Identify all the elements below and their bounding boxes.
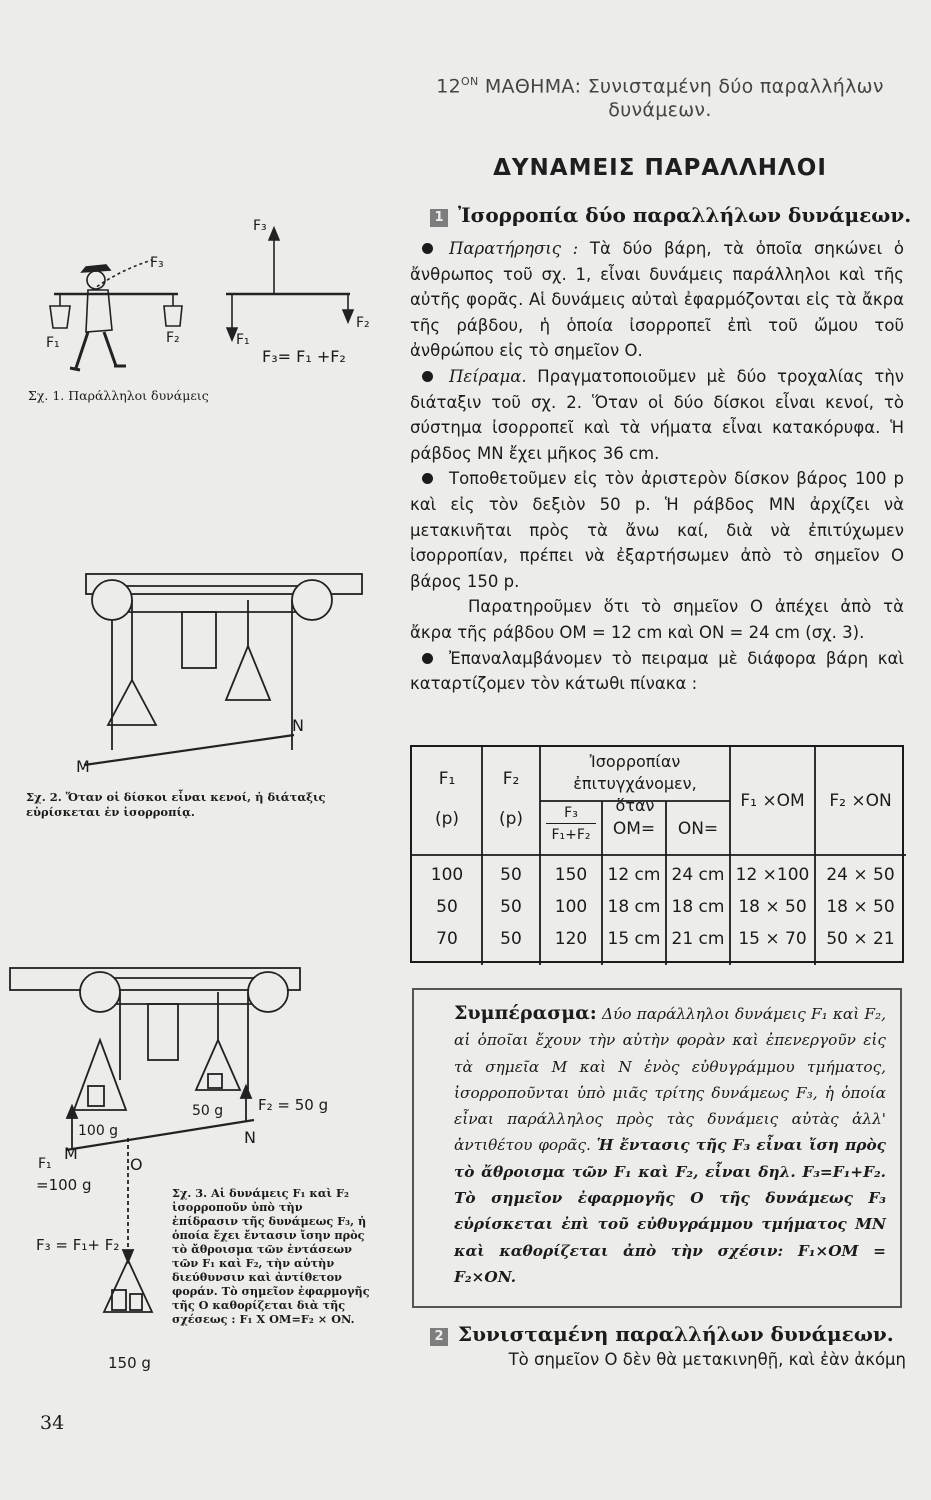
bullet-icon	[422, 371, 433, 382]
figure-2-caption: Σχ. 2. Ὅταν οἱ δίσκοι εἶναι κενοί, ἡ διάταξις εὑρίσκεται ἐν ἰσορροπίᾳ.	[26, 790, 326, 819]
cell-on: 18 cm	[671, 897, 725, 917]
left-pan	[74, 1040, 126, 1110]
figure-1-caption: Σχ. 1. Παράλληλοι δυνάμεις	[28, 388, 209, 403]
page-number: 34	[40, 1412, 65, 1434]
conclusion-text: Δύο παράλληλοι δυνάμεις F₁ καὶ F₂, αἱ ὁποῖαι ἔχουν τὴν αὐτὴν φορὰν καὶ ἐπενεργοῦν εἰς τὰ σημεῖα Μ καὶ Ν ἑνὸς εὐθυγράμμου τμήματος, ἰσορροποῦνται ὑπὸ μιᾶς τρίτης δυνάμεως F₃, ἡ ὁποία εἶναι παράλληλος πρὸς τὰς δυνάμεις αὐτὰς ἀλλ' ἀντιθέτου φορᾶς.	[454, 1005, 886, 1155]
weight-100g	[88, 1086, 104, 1106]
fig1-label-f3: F₃	[150, 255, 164, 271]
cell-f2on: 18 × 50	[826, 897, 895, 917]
cell-f1: 70	[436, 929, 458, 949]
f3-dashed-line	[92, 260, 152, 290]
fig3-label-f2: F₂ = 50 g	[258, 1096, 329, 1114]
weight-50g	[208, 1074, 222, 1088]
left-pulley	[92, 580, 132, 620]
cell-om: 15 cm	[607, 929, 661, 949]
fig3-label-f1-value: =100 g	[36, 1176, 92, 1194]
person-body	[86, 290, 112, 332]
section-2-title: Συνισταμένη παραλλήλων δυνάμεων.	[458, 1322, 894, 1346]
fig3-label-n: N	[244, 1128, 256, 1147]
body-text	[410, 236, 904, 697]
section-1-heading	[430, 203, 920, 227]
section-2-text: Τὸ σημεῖον Ο δὲν θὰ μετακινηθῇ, καὶ ἐὰν ἀκόμη	[508, 1350, 906, 1369]
bullet-icon	[422, 473, 433, 484]
cell-f1om: 12 ×100	[735, 865, 810, 885]
figure-2-drawing	[70, 560, 370, 780]
counterweight	[182, 612, 216, 668]
right-pulley	[248, 972, 288, 1012]
header-f3-sum: F₁+F₂	[551, 827, 591, 843]
fig1-label-f1: F₁	[46, 335, 60, 351]
header-om: OM=	[612, 819, 656, 839]
paragraph-distances: Παρατηροῦμεν ὅτι τὸ σημεῖον Ο ἀπέχει ἀπὸ τὰ ἄκρα τῆς ράβδου ΟΜ = 12 cm καὶ ΟΝ = 24 cm (σχ. 3).	[410, 597, 904, 642]
cell-on: 24 cm	[671, 865, 725, 885]
bullet-icon	[422, 653, 433, 664]
cell-f3: 120	[554, 929, 588, 949]
left-bucket	[50, 306, 70, 328]
cell-f2: 50	[500, 929, 522, 949]
cell-f2: 50	[500, 897, 522, 917]
person-hat	[82, 265, 110, 272]
counterweight	[148, 1004, 178, 1060]
cell-f1: 50	[436, 897, 458, 917]
lesson-number: 12	[436, 75, 462, 98]
bullet-icon	[422, 243, 433, 254]
conclusion-text-2: Ἡ ἔντασις τῆς F₃ εἶναι ἴση πρὸς τὸ ἄθροισμα τῶν F₁ καὶ F₂, εἶναι δηλ. F₃=F₁+F₂. Τὸ σημεῖον ἐφαρμογῆς Ο τῆς δυνάμεως F₃ εὑρίσκεται ἐπὶ τοῦ εὐθυγράμμου τμήματος ΜΝ καὶ καθορίζεται ἀπὸ τὴν σχέσιν: F₁×OM = F₂×ON.	[454, 1136, 886, 1286]
fig3-label-o: O	[130, 1155, 143, 1174]
person-legs	[76, 332, 116, 368]
header-equilibrium-group: Ἰσορροπίαν ἐπιτυγχάνομεν, ὅταν	[573, 752, 697, 815]
fig1-label-f2: F₂	[166, 330, 180, 346]
paragraph-repeat	[410, 646, 904, 697]
header-f2-unit: (p)	[498, 809, 524, 829]
cell-f2on: 24 × 50	[826, 865, 895, 885]
fig1-label-f2-force: F₂	[356, 315, 370, 331]
right-pan	[196, 1040, 240, 1090]
lesson-number-suffix: ON	[461, 75, 479, 88]
fig3-label-100g: 100 g	[78, 1123, 119, 1139]
cell-f1om: 18 × 50	[738, 897, 807, 917]
section-number-badge: 2	[430, 1328, 448, 1346]
fig3-label-f3: F₃ = F₁+ F₂	[36, 1236, 120, 1254]
fig1-label-f1-force: F₁	[236, 332, 250, 348]
paragraph-text: Τὰ δύο βάρη, τὰ ὁποῖα σηκώνει ὁ ἄνθρωπος τοῦ σχ. 1, εἶναι δυνάμεις παράλληλοι καὶ τῆς αὐτῆς φορᾶς. Αἱ δυνάμεις αὐταὶ ἐφαρμόζονται εἰς τὰ ἄκρα τῆς ράβδου, ἡ ὁποία ἰσορροπεῖ ἐπὶ τοῦ ὤμου τοῦ ἀνθρώπου εἰς τὸ σημεῖον Ο.	[410, 239, 904, 361]
paragraph-experiment	[410, 364, 904, 466]
section-number-badge: 1	[430, 209, 448, 227]
fig2-label-n: N	[292, 716, 304, 735]
right-bucket	[164, 306, 182, 326]
cell-f2: 50	[500, 865, 522, 885]
cell-f1: 100	[430, 865, 464, 885]
header-f1: F₁	[438, 769, 456, 789]
main-title: ΔΥΝΑΜΕΙΣ ΠΑΡΑΛΛΗΛΟΙ	[493, 155, 827, 181]
header-f1-om: F₁ ×OM	[740, 791, 805, 811]
fig3-label-m: M	[64, 1144, 78, 1163]
header-f2: F₂	[502, 769, 520, 789]
paragraph-observation	[410, 236, 904, 364]
fig3-label-f1: F₁	[38, 1156, 52, 1172]
section-2-heading	[430, 1322, 920, 1346]
lesson-header	[400, 70, 920, 122]
cell-f3: 100	[554, 897, 588, 917]
paragraph-text: Ἐπαναλαμβάνομεν τὸ πειραμα μὲ διάφορα βάρη καὶ καταρτίζομεν τὸν κάτωθι πίνακα :	[410, 648, 904, 694]
header-on: ON=	[677, 819, 719, 839]
person-head	[87, 271, 105, 289]
figure-3-caption: Σχ. 3. Αἱ δυνάμεις F₁ καὶ F₂ ἰσορροποῦν ὑπὸ τὴν ἐπίδρασιν τῆς δυνάμεως F₃, ἡ ὁποία ἔχει ἔντασιν ἴσην πρὸς τὸ ἄθροισμα τῶν ἐντάσεων τῶν F₁ καὶ F₂, τὴν αὐτὴν διεύθυνσιν καὶ ἀντίθετον φοράν. Τὸ σημεῖον ἐφαρμογῆς τῆς Ο καθορίζεται διὰ τῆς σχέσεως : F₁ X OM=F₂ × ON.	[172, 1186, 370, 1326]
cell-f3: 150	[554, 865, 588, 885]
right-pan	[226, 646, 270, 700]
header-f2-on: F₂ ×ON	[829, 791, 892, 811]
left-pan	[108, 680, 156, 725]
header-f3: F₃	[546, 803, 596, 824]
conclusion-box	[412, 988, 902, 1308]
paragraph-weights	[410, 466, 904, 594]
cell-om: 18 cm	[607, 897, 661, 917]
lesson-title: ΜΑΘΗΜΑ: Συνισταμένη δύο παραλλήλων δυνάμεων.	[484, 75, 884, 122]
results-table	[410, 745, 904, 963]
rod-mn	[84, 735, 294, 765]
pulley-string-loop	[114, 586, 314, 612]
cell-on: 21 cm	[671, 929, 725, 949]
fig1-formula: F₃= F₁ +F₂	[262, 347, 346, 366]
cell-f2on: 50 × 21	[826, 929, 895, 949]
left-pulley	[80, 972, 120, 1012]
conclusion-label: Συμπέρασμα:	[454, 1002, 597, 1024]
section-1-title: Ἰσορροπία δύο παραλλήλων δυνάμεων.	[458, 203, 912, 227]
fig3-label-50g: 50 g	[192, 1103, 224, 1119]
fig3-label-150g: 150 g	[108, 1354, 151, 1372]
right-pulley	[292, 580, 332, 620]
paragraph-lead: Πείραμα.	[449, 366, 527, 386]
paragraph-text: Τοποθετοῦμεν εἰς τὸν ἀριστερὸν δίσκον βάρος 100 p καὶ εἰς τὸν δεξιὸν 50 p. Ἡ ράβδος ΜΝ ἀρχίζει νὰ μετακινῆται πρὸς τὰ ἄνω καί, διὰ νὰ ἐπιτύχωμεν ἰσορροπίαν, πρέπει νὰ ἐξαρτήσωμεν ἀπὸ τὸ σημεῖον Ο βάρος 150 p.	[410, 469, 904, 591]
cell-f1om: 15 × 70	[738, 929, 807, 949]
fig1-label-f3-arrow: F₃	[253, 218, 267, 234]
paragraph-text: Πραγματοποιοῦμεν μὲ δύο τροχαλίας τὴν διάταξιν τοῦ σχ. 2. Ὅταν οἱ δύο δίσκοι εἶναι κενοί, τὸ σύστημα ἰσορροπεῖ καὶ τὰ νήματα εἶναι κατακόρυφα. Ἡ ράβδος ΜΝ ἔχει μῆκος 36 cm.	[410, 366, 905, 463]
weight-150g	[130, 1294, 142, 1310]
cell-om: 12 cm	[607, 865, 661, 885]
paragraph-lead: Παρατήρησις :	[449, 239, 579, 258]
fig2-label-m: M	[76, 757, 90, 776]
header-f1-unit: (p)	[434, 809, 460, 829]
